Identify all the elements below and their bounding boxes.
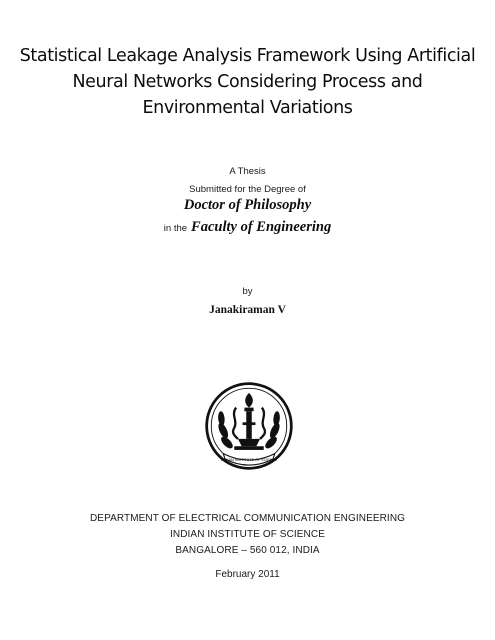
degree-name: Doctor of Philosophy [183,197,312,213]
iisc-emblem-icon [203,380,295,472]
thesis-title-line-3: Environmental Variations [142,98,353,118]
department-line-1: DEPARTMENT OF ELECTRICAL COMMUNICATION ENGINEERING [89,513,406,524]
faculty-line [0,218,495,236]
submitted-for-degree: Submitted for the Degree of [189,184,306,195]
author-name: Janakiraman V [209,304,286,316]
in-the-label: in the [163,223,188,234]
emblem-ring-text: INDIAN INSTITUTE OF SCIENCE [220,457,278,462]
by-label: by [242,286,253,297]
thesis-title-line-1: Statistical Leakage Analysis Framework Using Artificial [19,46,476,66]
submission-date: February 2011 [215,569,280,580]
thesis-title-line-2: Neural Networks Considering Process and [72,72,423,92]
department-line-2: INDIAN INSTITUTE OF SCIENCE [170,529,325,540]
faculty-name: Faculty of Engineering [191,219,332,235]
department-line-3: BANGALORE – 560 012, INDIA [175,545,320,556]
thesis-label: A Thesis [229,166,266,177]
